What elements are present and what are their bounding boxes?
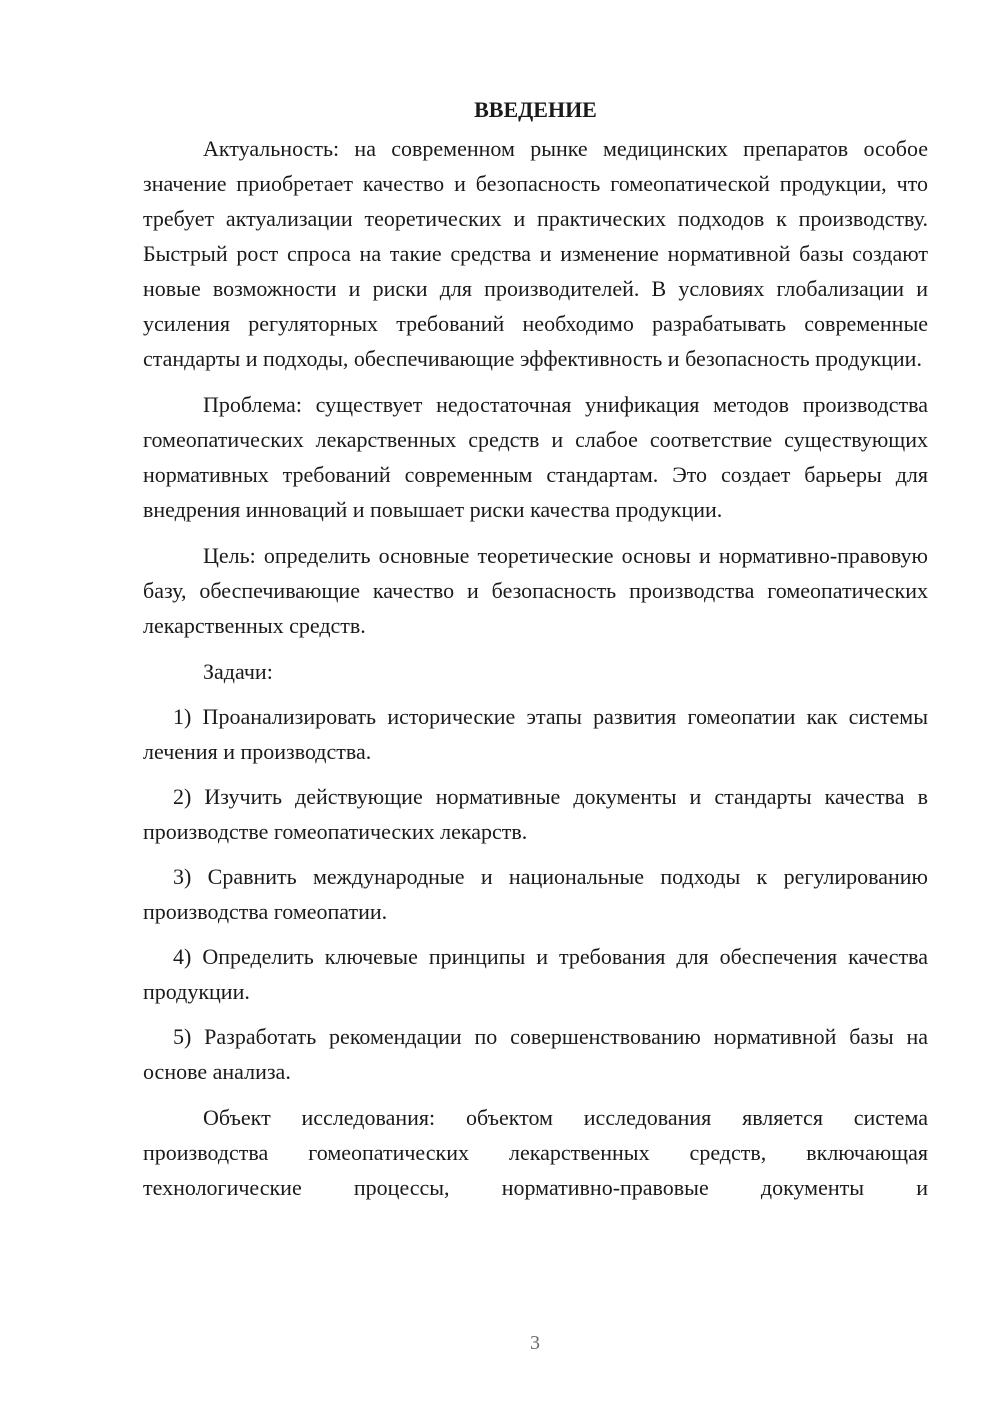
page-number: 3 <box>530 1332 540 1354</box>
object-paragraph: Объект исследования: объектом исследования является система производства гомеопатических лекарственных средств, включающая технологические процессы, нормативно-правовые документы и <box>143 1105 928 1200</box>
list-item: 2) Изучить действующие нормативные документы и стандарты качества в производстве гомеопатических лекарств. <box>143 784 928 844</box>
list-item: 5) Разработать рекомендации по совершенствованию нормативной базы на основе анализа. <box>143 1024 928 1084</box>
tasks-label: Задачи: <box>203 659 273 684</box>
list-item: 4) Определить ключевые принципы и требования для обеспечения качества продукции. <box>143 944 928 1004</box>
list-item: 3) Сравнить международные и национальные подходы к регулированию производства гомеопатии. <box>143 864 928 924</box>
problem-paragraph: Проблема: существует недостаточная унификация методов производства гомеопатических лекарственных средств и слабое соответствие существующих нормативных требований современным стандартам. Это создает барьеры для внедрения инноваций и повышает риски качества продукции. <box>143 392 928 522</box>
section-heading: ВВЕДЕНИЕ <box>474 97 597 122</box>
page-content <box>143 92 928 1205</box>
list-item: 1) Проанализировать исторические этапы развития гомеопатии как системы лечения и производства. <box>143 704 928 764</box>
relevance-paragraph: Актуальность: на современном рынке медицинских препаратов особое значение приобретает качество и безопасность гомеопатической продукции, что требует актуализации теоретических и практических подходов к производству. Быстрый рост спроса на такие средства и изменение нормативной базы создают новые возможности и риски для производителей. В условиях глобализации и усиления регуляторных требований необходимо разрабатывать современные стандарты и подходы, обеспечивающие эффективность и безопасность продукции. <box>143 136 928 371</box>
tasks-list <box>143 699 928 1089</box>
goal-paragraph: Цель: определить основные теоретические основы и нормативно-правовую базу, обеспечивающие качество и безопасность производства гомеопатических лекарственных средств. <box>143 543 928 638</box>
